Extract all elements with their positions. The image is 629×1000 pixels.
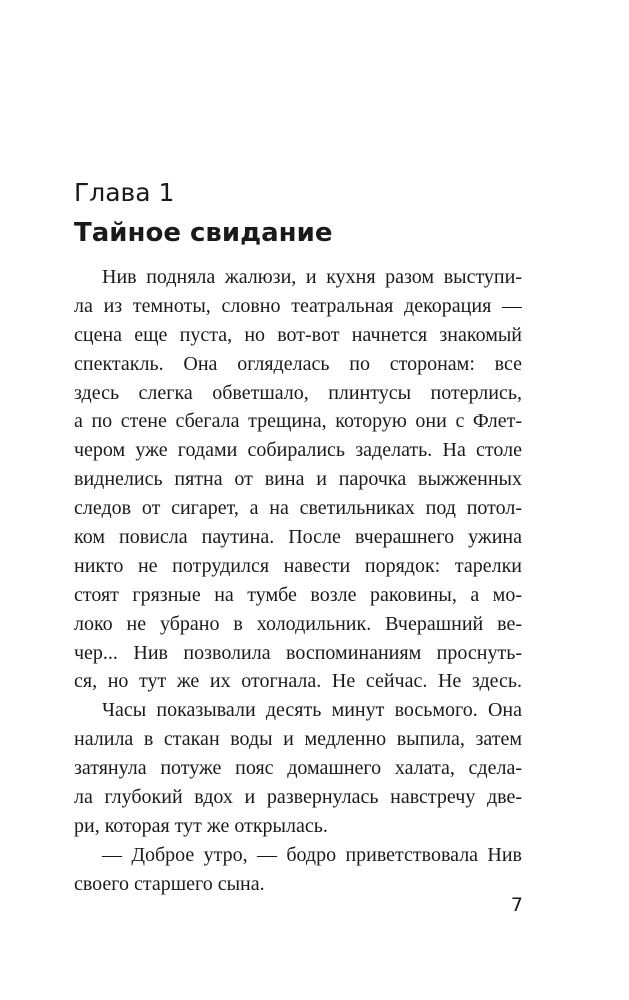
text-line: сцена еще пуста, но вот-вот начнется знакомый [74, 323, 522, 346]
text-line: налила в стакан воды и медленно выпила, затем [74, 728, 522, 751]
text-line: ком повисла паутина. После вчерашнего ужина [74, 526, 522, 549]
text-line: затянула потуже пояс домашнего халата, сдела- [74, 757, 522, 780]
text-line: а по стене сбегала трещина, которую они с Флет- [74, 410, 522, 433]
chapter-body [74, 263, 522, 899]
text-line: спектакль. Она огляделась по сторонам: все [74, 352, 522, 375]
text-line: — Доброе утро, — бодро приветствовала Нив [102, 843, 522, 866]
text-line: ри, которая тут же открылась. [74, 814, 328, 837]
chapter-title: Тайное свидание [74, 218, 333, 248]
text-line: здесь слегка обветшало, плинтусы потерлись, [74, 381, 522, 404]
text-line: ла глубокий вдох и развернулась навстречу две- [74, 786, 522, 809]
chapter-label: Глава 1 [74, 178, 175, 207]
text-line: никто не потрудился навести порядок: тарелки [74, 554, 522, 577]
text-line: Нив подняла жалюзи, и кухня разом выступи- [102, 266, 522, 288]
text-line: Часы показывали десять минут восьмого. Она [102, 699, 522, 722]
text-line: стоят грязные на тумбе возле раковины, а мо- [74, 583, 522, 606]
text-line: локо не убрано в холодильник. Вчерашний ве- [74, 612, 522, 635]
page-number: 7 [510, 894, 523, 916]
text-line: виднелись пятна от вина и парочка выжженных [74, 468, 522, 491]
text-line: ся, но тут же их отогнала. Не сейчас. Не здесь. [74, 670, 522, 693]
text-line: чер... Нив позволила воспоминаниям проснуть- [74, 641, 522, 664]
text-line: своего старшего сына. [74, 872, 265, 895]
text-line: ла из темноты, словно театральная декорация — [74, 294, 522, 317]
text-line: чером уже годами собирались заделать. На столе [74, 439, 522, 462]
text-line: следов от сигарет, а на светильниках под потол- [74, 497, 522, 520]
